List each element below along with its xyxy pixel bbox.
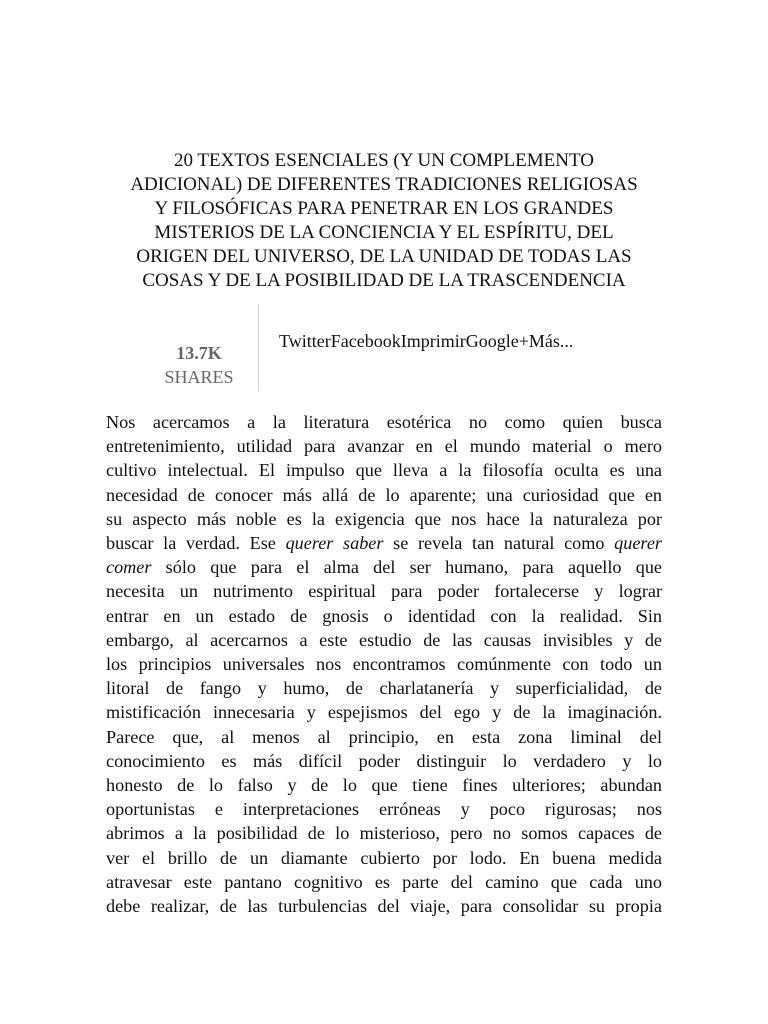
text-segment: mistificación innecesaria y espejismos del ego y de la imaginación. [106,702,662,723]
title-line: COSAS Y DE LA POSIBILIDAD DE LA TRASCENDENCIA [142,270,626,291]
text-segment: buscar la verdad. Ese [106,533,286,554]
share-link-facebook[interactable]: Facebook [330,331,401,351]
text-segment: entretenimiento, utilidad para avanzar en el mundo material o mero [106,436,662,457]
text-segment: se revela tan natural como [383,533,615,554]
text-segment: embargo, al acercarnos a este estudio de las causas invisibles y de [106,629,662,650]
paragraph-line [106,434,662,458]
paragraph-line [106,773,662,797]
paragraph-line [106,483,662,507]
text-segment: entrar en un estado de gnosis o identidad con la realidad. Sin [106,605,662,626]
text-segment: ver el brillo de un diamante cubierto por lodo. En buena medida [106,847,662,868]
share-link-print[interactable]: Imprimir [400,331,466,351]
paragraph-line [106,749,662,773]
share-count: 13.7K [176,343,222,363]
text-segment: debe realizar, de las turbulencias del viaje, para consolidar su propia [106,896,662,917]
text-segment: litoral de fango y humo, de charlatanería y superficialidad, de [106,678,662,699]
text-segment: abrimos a la posibilidad de lo misterioso, pero no somos capaces de [106,823,662,844]
text-segment: los principios universales nos encontramos comúnmente con todo un [106,654,662,675]
emphasis-text: querer [614,533,662,554]
share-link-more[interactable]: Más... [528,331,574,351]
text-segment: sólo que para el alma del ser humano, para aquello que [151,557,662,578]
title-line: MISTERIOS DE LA CONCIENCIA Y EL ESPÍRITU, DEL [154,222,614,243]
title-line: ADICIONAL) DE DIFERENTES TRADICIONES RELIGIOSAS [130,174,638,195]
paragraph-line [106,507,662,531]
paragraph-line [106,604,662,628]
text-segment: Parece que, al menos al principio, en esta zona liminal del [106,726,662,747]
text-segment: su aspecto más noble es la exigencia que nos hace la naturaleza por [106,508,662,529]
paragraph-line [106,846,662,870]
text-segment: necesita un nutrimento espiritual para poder fortalecerse y lograr [106,581,662,602]
paragraph-line [106,797,662,821]
share-link-twitter[interactable]: Twitter [279,331,331,351]
text-segment: honesto de lo falso y de lo que tiene fines ulteriores; abundan [106,775,662,796]
paragraph-line [106,652,662,676]
paragraph-line [106,410,662,434]
title-line: Y FILOSÓFICAS PARA PENETRAR EN LOS GRANDES [154,198,614,219]
article-body [106,410,662,918]
paragraph-line [106,458,662,482]
paragraph-line [106,676,662,700]
paragraph-line [106,579,662,603]
text-segment: necesidad de conocer más allá de lo aparente; una curiosidad que en [106,484,662,505]
paragraph-line [106,628,662,652]
text-segment: Nos acercamos a la literatura esotérica no como quien busca [106,412,662,432]
paragraph-line [106,700,662,724]
paragraph-line [106,821,662,845]
share-counter [140,304,259,391]
share-link-google-plus[interactable]: Google+ [465,331,529,351]
share-label: SHARES [164,367,234,387]
title-line: ORIGEN DEL UNIVERSO, DE LA UNIDAD DE TODAS LAS [136,246,632,267]
paragraph-line [106,555,662,579]
text-segment: atravesar este pantano cognitivo es parte del camino que cada uno [106,871,662,892]
paragraph-line [106,894,662,918]
text-segment: oportunistas e interpretaciones erróneas y poco rigurosas; nos [106,799,662,820]
emphasis-text: comer [106,557,152,578]
paragraph-line [106,725,662,749]
share-links [279,330,573,352]
text-segment: conocimiento es más difícil poder distinguir lo verdadero y lo [106,750,662,771]
title-line: 20 TEXTOS ESENCIALES (Y UN COMPLEMENTO [174,150,594,171]
emphasis-text: querer saber [285,533,384,554]
paragraph-line [106,531,662,555]
paragraph-line [106,870,662,894]
article-title [100,149,668,293]
text-segment: cultivo intelectual. El impulso que lleva a la filosofía oculta es una [106,460,662,481]
